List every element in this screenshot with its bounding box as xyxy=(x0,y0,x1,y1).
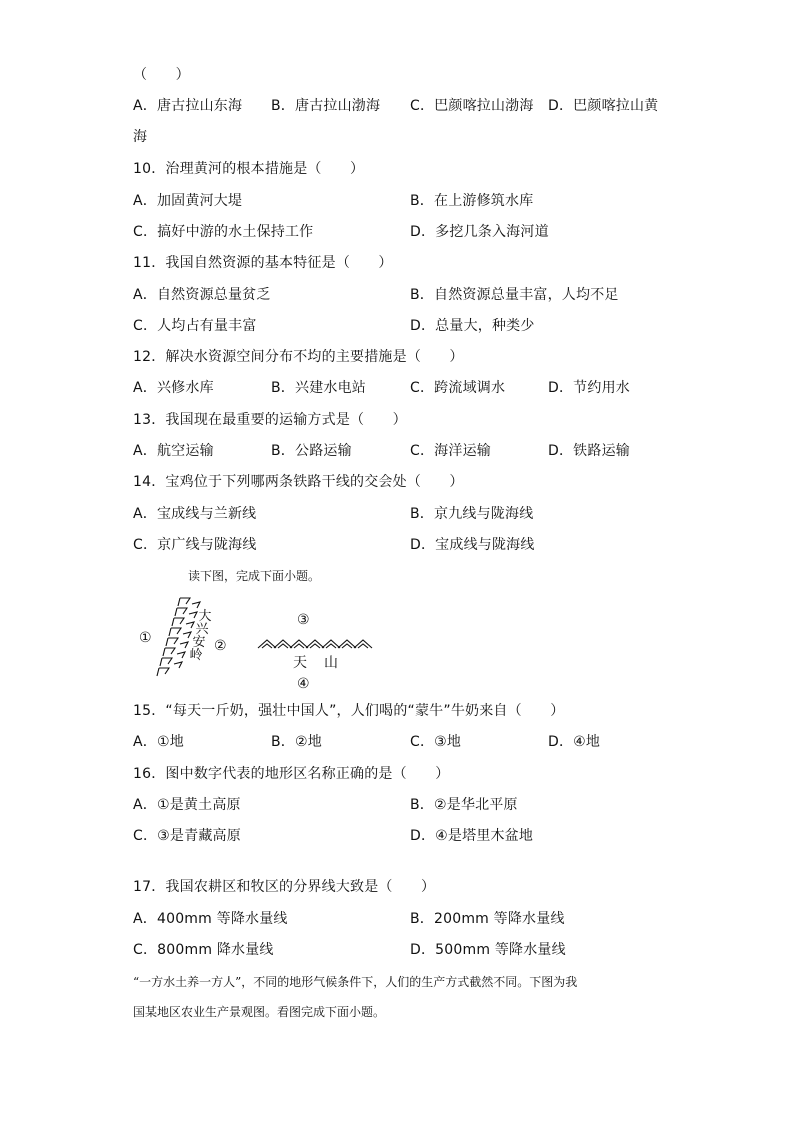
q10-stem: 10．治理黄河的根本措施是（ ） xyxy=(133,161,365,177)
q13-option-d: D．铁路运输 xyxy=(548,443,630,459)
q9-option-d: D．巴颜喀拉山黄 xyxy=(548,98,659,114)
tianshan-mountain-marks xyxy=(258,640,372,648)
q12-option-b: B．兴建水电站 xyxy=(271,380,367,396)
q16-stem: 16．图中数字代表的地形区名称正确的是（ ） xyxy=(133,766,450,782)
range-daxinganling-char-2: 兴 xyxy=(195,622,209,637)
q14-option-b: B．京九线与陇海线 xyxy=(410,506,534,522)
q15-stem: 15．“每天一斤奶，强壮中国人”，人们喝的“蒙牛”牛奶来自（ ） xyxy=(133,703,565,719)
q10-option-a: A．加固黄河大堤 xyxy=(133,193,243,209)
q17-option-b: B．200mm 等降水量线 xyxy=(410,911,565,927)
q12-option-a: A．兴修水库 xyxy=(133,380,214,396)
q13-option-a: A．航空运输 xyxy=(133,443,214,459)
q16-option-c: C．③是青藏高原 xyxy=(133,828,241,844)
q9-option-c: C．巴颜喀拉山渤海 xyxy=(410,98,534,114)
q14-option-d: D．宝成线与陇海线 xyxy=(410,537,535,553)
q12-option-d: D．节约用水 xyxy=(548,380,630,396)
figure-intro: 读下图，完成下面小题。 xyxy=(188,569,321,583)
closing-passage-line-2: 国某地区农业生产景观图。看图完成下面小题。 xyxy=(133,1005,386,1019)
q17-option-a: A．400mm 等降水量线 xyxy=(133,911,288,927)
q13-option-b: B．公路运输 xyxy=(271,443,352,459)
q14-option-a: A．宝成线与兰新线 xyxy=(133,506,257,522)
q16-option-b: B．②是华北平原 xyxy=(410,797,518,813)
figure-label-1: ① xyxy=(139,630,152,646)
q11-option-b: B．自然资源总量丰富，人均不足 xyxy=(410,287,619,303)
q9-option-b: B．唐古拉山渤海 xyxy=(271,98,381,114)
q15-option-b: B．②地 xyxy=(271,734,322,750)
q9-paren: （ ） xyxy=(133,67,190,83)
q13-option-c: C．海洋运输 xyxy=(410,443,491,459)
q15-option-d: D．④地 xyxy=(548,734,601,750)
q11-option-d: D．总量大，种类少 xyxy=(410,318,535,334)
q17-option-c: C．800mm 降水量线 xyxy=(133,942,274,958)
q12-stem: 12．解决水资源空间分布不均的主要措施是（ ） xyxy=(133,349,464,365)
q14-stem: 14．宝鸡位于下列哪两条铁路干线的交会处（ ） xyxy=(133,474,464,490)
q17-stem: 17．我国农耕区和牧区的分界线大致是（ ） xyxy=(133,879,436,895)
figure-label-2: ② xyxy=(214,638,227,654)
q15-option-a: A．①地 xyxy=(133,734,184,750)
q11-option-a: A．自然资源总量贫乏 xyxy=(133,287,271,303)
terrain-figure xyxy=(130,590,390,694)
q16-option-d: D．④是塔里木盆地 xyxy=(410,828,534,844)
q10-option-c: C．搞好中游的水土保持工作 xyxy=(133,224,314,240)
range-daxinganling-char-1: 大 xyxy=(198,609,212,624)
q14-option-c: C．京广线与陇海线 xyxy=(133,537,257,553)
q11-option-c: C．人均占有量丰富 xyxy=(133,318,257,334)
range-daxinganling-char-3: 安 xyxy=(192,635,206,650)
q9-option-a: A．唐古拉山东海 xyxy=(133,98,243,114)
range-daxinganling-char-4: 岭 xyxy=(189,648,203,663)
range-tianshan-char-2: 山 xyxy=(324,655,338,671)
q10-option-d: D．多挖几条入海河道 xyxy=(410,224,549,240)
q12-option-c: C．跨流域调水 xyxy=(410,380,506,396)
closing-passage-line-1: “一方水土养一方人”，不同的地形气候条件下，人们的生产方式截然不同。下图为我 xyxy=(133,975,578,989)
range-tianshan-char-1: 天 xyxy=(293,655,307,671)
q11-stem: 11．我国自然资源的基本特征是（ ） xyxy=(133,255,393,271)
q15-option-c: C．③地 xyxy=(410,734,462,750)
mountain-symbols xyxy=(130,590,390,694)
q16-option-a: A．①是黄土高原 xyxy=(133,797,241,813)
figure-label-4: ④ xyxy=(297,676,310,692)
q17-option-d: D．500mm 等降水量线 xyxy=(410,942,566,958)
q9-option-d-wrap: 海 xyxy=(133,129,148,145)
q10-option-b: B．在上游修筑水库 xyxy=(410,193,534,209)
q13-stem: 13．我国现在最重要的运输方式是（ ） xyxy=(133,412,407,428)
figure-label-3: ③ xyxy=(297,612,310,628)
